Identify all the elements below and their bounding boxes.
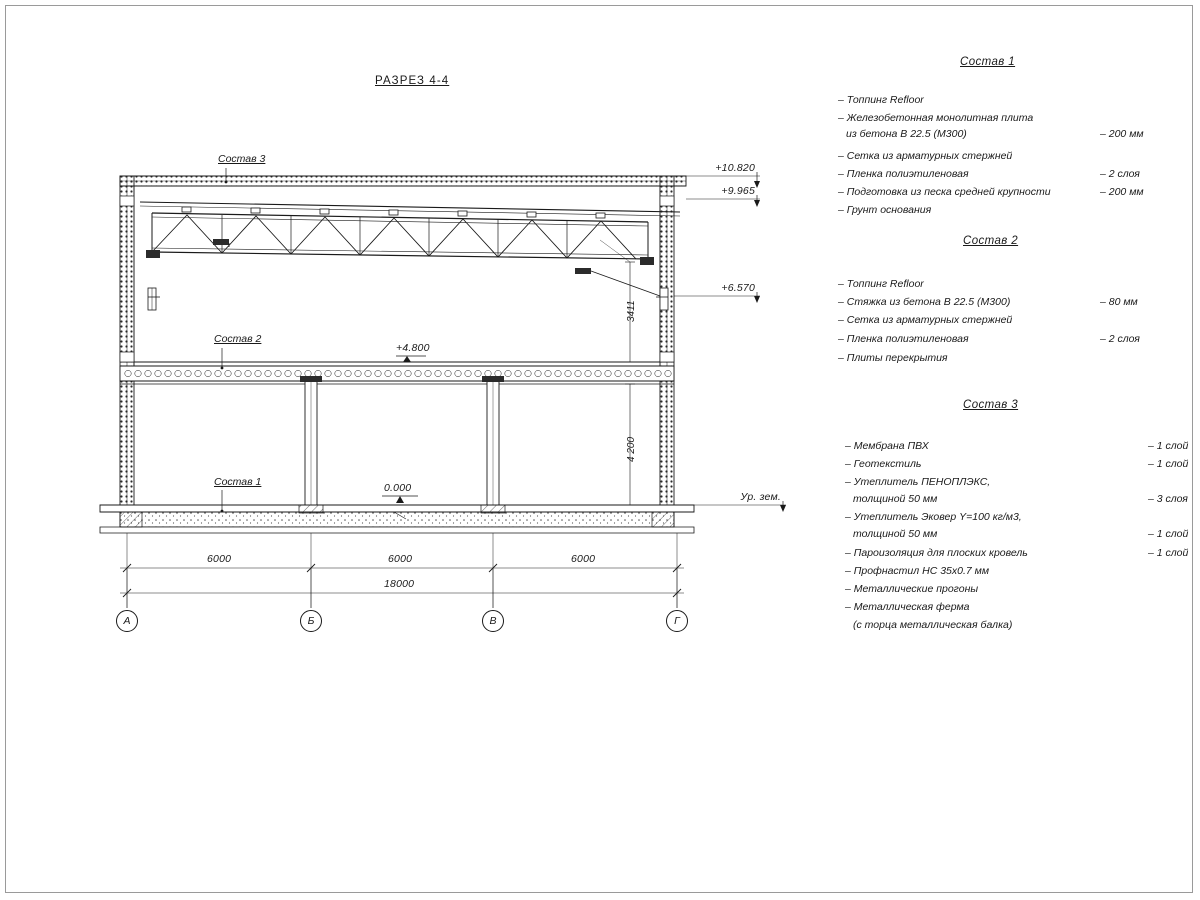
level-marker-ground: Ур. зем. bbox=[740, 491, 781, 503]
spec-title-sostav-2: Состав 2 bbox=[963, 235, 1019, 247]
spec-3-row-0: – Мембрана ПВХ bbox=[845, 440, 929, 452]
spec-3-val-3: – 3 слоя bbox=[1148, 493, 1188, 505]
drawing-title: РАЗРЕЗ 4-4 bbox=[375, 75, 450, 87]
bay-dim-3: 6000 bbox=[571, 553, 596, 565]
spec-1-row-2: из бетона В 22.5 (М300) bbox=[846, 128, 967, 140]
spec-3-val-0: – 1 слой bbox=[1148, 440, 1189, 452]
leader-label-sostav-1: Состав 1 bbox=[214, 476, 262, 488]
spec-3-val-6: – 1 слой bbox=[1148, 547, 1189, 559]
overall-dim: 18000 bbox=[384, 578, 415, 590]
spec-1-val-2: – 200 мм bbox=[1100, 128, 1144, 140]
spec-1-val-5: – 200 мм bbox=[1100, 186, 1144, 198]
spec-3-row-9: – Металлическая ферма bbox=[845, 601, 970, 613]
spec-3-row-7: – Профнастил НС 35х0.7 мм bbox=[845, 565, 990, 577]
spec-1-row-4: – Пленка полиэтиленовая bbox=[838, 168, 969, 180]
spec-1-row-6: – Грунт основания bbox=[838, 204, 932, 216]
spec-3-val-1: – 1 слой bbox=[1148, 458, 1189, 470]
spec-2-row-4: – Плиты перекрытия bbox=[838, 352, 948, 364]
spec-3-row-1: – Геотекстиль bbox=[845, 458, 922, 470]
level-marker-4800: +4.800 bbox=[396, 342, 430, 354]
spec-2-val-3: – 2 слоя bbox=[1100, 333, 1140, 345]
spec-1-row-5: – Подготовка из песка средней крупности bbox=[838, 186, 1051, 198]
leader-label-sostav-3: Состав 3 bbox=[218, 153, 266, 165]
spec-3-row-5: толщиной 50 мм bbox=[853, 528, 938, 540]
axis-label-b: Б bbox=[300, 610, 322, 632]
level-marker-10820: +10.820 bbox=[715, 162, 755, 174]
spec-3-val-5: – 1 слой bbox=[1148, 528, 1189, 540]
axis-label-a: А bbox=[116, 610, 138, 632]
spec-1-row-0: – Топпинг Refloor bbox=[838, 94, 924, 106]
level-marker-9965: +9.965 bbox=[721, 185, 755, 197]
spec-1-row-1: – Железобетонная монолитная плита bbox=[838, 112, 1034, 124]
spec-2-row-2: – Сетка из арматурных стержней bbox=[838, 314, 1013, 326]
spec-title-sostav-3: Состав 3 bbox=[963, 399, 1019, 411]
spec-2-row-0: – Топпинг Refloor bbox=[838, 278, 924, 290]
vertical-dim-3411: 3411 bbox=[626, 300, 637, 322]
spec-2-row-1: – Стяжка из бетона В 22.5 (М300) bbox=[838, 296, 1011, 308]
spec-3-row-10: (с торца металлическая балка) bbox=[853, 619, 1013, 631]
level-marker-0000: 0.000 bbox=[384, 482, 412, 494]
axis-label-v: В bbox=[482, 610, 504, 632]
bay-dim-2: 6000 bbox=[388, 553, 413, 565]
spec-1-val-4: – 2 слоя bbox=[1100, 168, 1140, 180]
spec-3-row-2: – Утеплитель ПЕНОПЛЭКС, bbox=[845, 476, 991, 488]
leader-label-sostav-2: Состав 2 bbox=[214, 333, 262, 345]
spec-3-row-3: толщиной 50 мм bbox=[853, 493, 938, 505]
spec-2-val-1: – 80 мм bbox=[1100, 296, 1138, 308]
spec-3-row-4: – Утеплитель Эковер Y=100 кг/м3, bbox=[845, 511, 1022, 523]
bay-dim-1: 6000 bbox=[207, 553, 232, 565]
axis-label-g: Г bbox=[666, 610, 688, 632]
spec-2-row-3: – Пленка полиэтиленовая bbox=[838, 333, 969, 345]
spec-3-row-6: – Пароизоляция для плоских кровель bbox=[845, 547, 1028, 559]
level-marker-6570: +6.570 bbox=[721, 282, 755, 294]
spec-title-sostav-1: Состав 1 bbox=[960, 56, 1016, 68]
spec-3-row-8: – Металлические прогоны bbox=[845, 583, 979, 595]
spec-1-row-3: – Сетка из арматурных стержней bbox=[838, 150, 1013, 162]
vertical-dim-4200: 4 200 bbox=[626, 436, 637, 462]
